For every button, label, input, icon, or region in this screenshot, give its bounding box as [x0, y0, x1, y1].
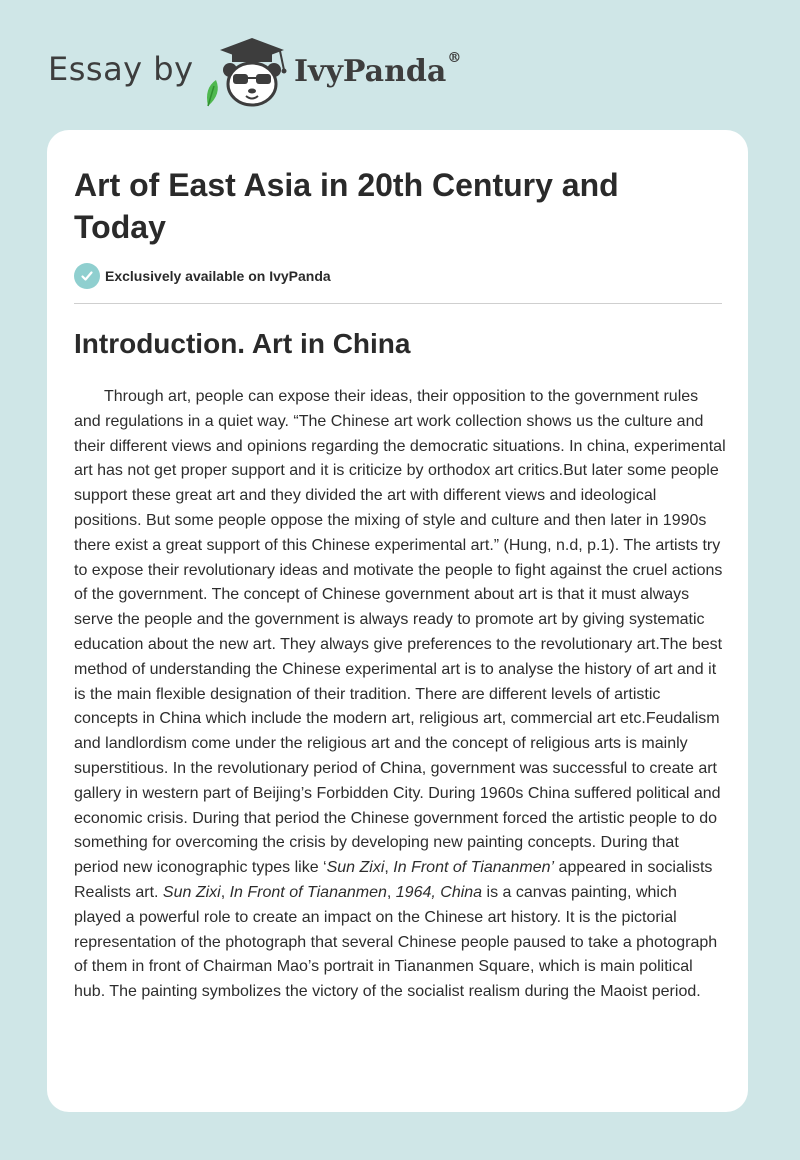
panda-graduate-logo-icon[interactable]	[200, 36, 295, 108]
article-paragraph: Through art, people can expose their ideas, their opposition to the government rules and regulations in a quiet way. “The Chinese art work collection shows us the culture and their different views and opinions regarding the democratic situations. In china, experimental art has not get proper support and it is criticize by orthodox art critics.But later some people support these great art and they divided the art with different views and ideological positions. But some people oppose the mixing of style and culture and then later in 1990s there exist a great support of this Chinese experimental art.” (Hung, n.d, p.1). The artists try to expose their revolutionary ideas and motivate the people to fight against the cruel actions of the government. The concept of Chinese government about art is that it must always serve the people and the government is always ready to promote art by giving systematic education about the new art. They always give preferences to the revolutionary art.The best method of understanding the Chinese experimental art is to analyse the history of art and it is the main flexible designation of their tradition. There are different levels of artistic concepts in China which include the modern art, religious art, commercial art etc.Feudalism and landlordism come under the religious art and the concept of religious arts is mainly superstitious. In the revolutionary period of China, government was successful to create art gallery in western part of Beijing’s Forbidden City. During 1960s China suffered political and economic crisis. During that period the Chinese government forced the artistic people to do something for overcoming the crisis by developing new painting concepts. During that period new iconographic types like ‘Sun Zixi, In Front of Tiananmen’ appeared in socialists Realists art. Sun Zixi, In Front of Tiananmen, 1964, China is a canvas painting, which played a powerful role to create an impact on the Chinese art history. It is the pictorial representation of the photograph that several Chinese people paused to take a photograph of them in front of Chairman Mao’s portrait in Tiananmen Square, which is main political hub. The painting symbolizes the victory of the socialist realism during the Maoist period.	[74, 388, 726, 1001]
check-icon	[74, 263, 100, 289]
painting-title: In Front of Tiananmen	[229, 883, 387, 901]
site-header	[0, 0, 800, 130]
exclusive-badge	[74, 263, 331, 289]
section-heading: Introduction. Art in China	[74, 328, 411, 359]
painting-date-place: 1964, China	[395, 883, 483, 901]
divider	[74, 303, 722, 304]
brand-name[interactable]: IvyPanda®	[294, 50, 462, 89]
article-title: Art of East Asia in 20th Century and Today	[74, 167, 619, 245]
brand-prefix: Essay by	[48, 50, 194, 88]
trademark-symbol: ®	[447, 50, 462, 66]
article-card	[47, 130, 748, 1112]
painting-artist: Sun Zixi	[326, 859, 385, 877]
painting-artist: Sun Zixi	[162, 883, 221, 901]
painting-title: In Front of Tiananmen’	[393, 859, 555, 877]
exclusive-label: Exclusively available on IvyPanda	[105, 268, 331, 284]
